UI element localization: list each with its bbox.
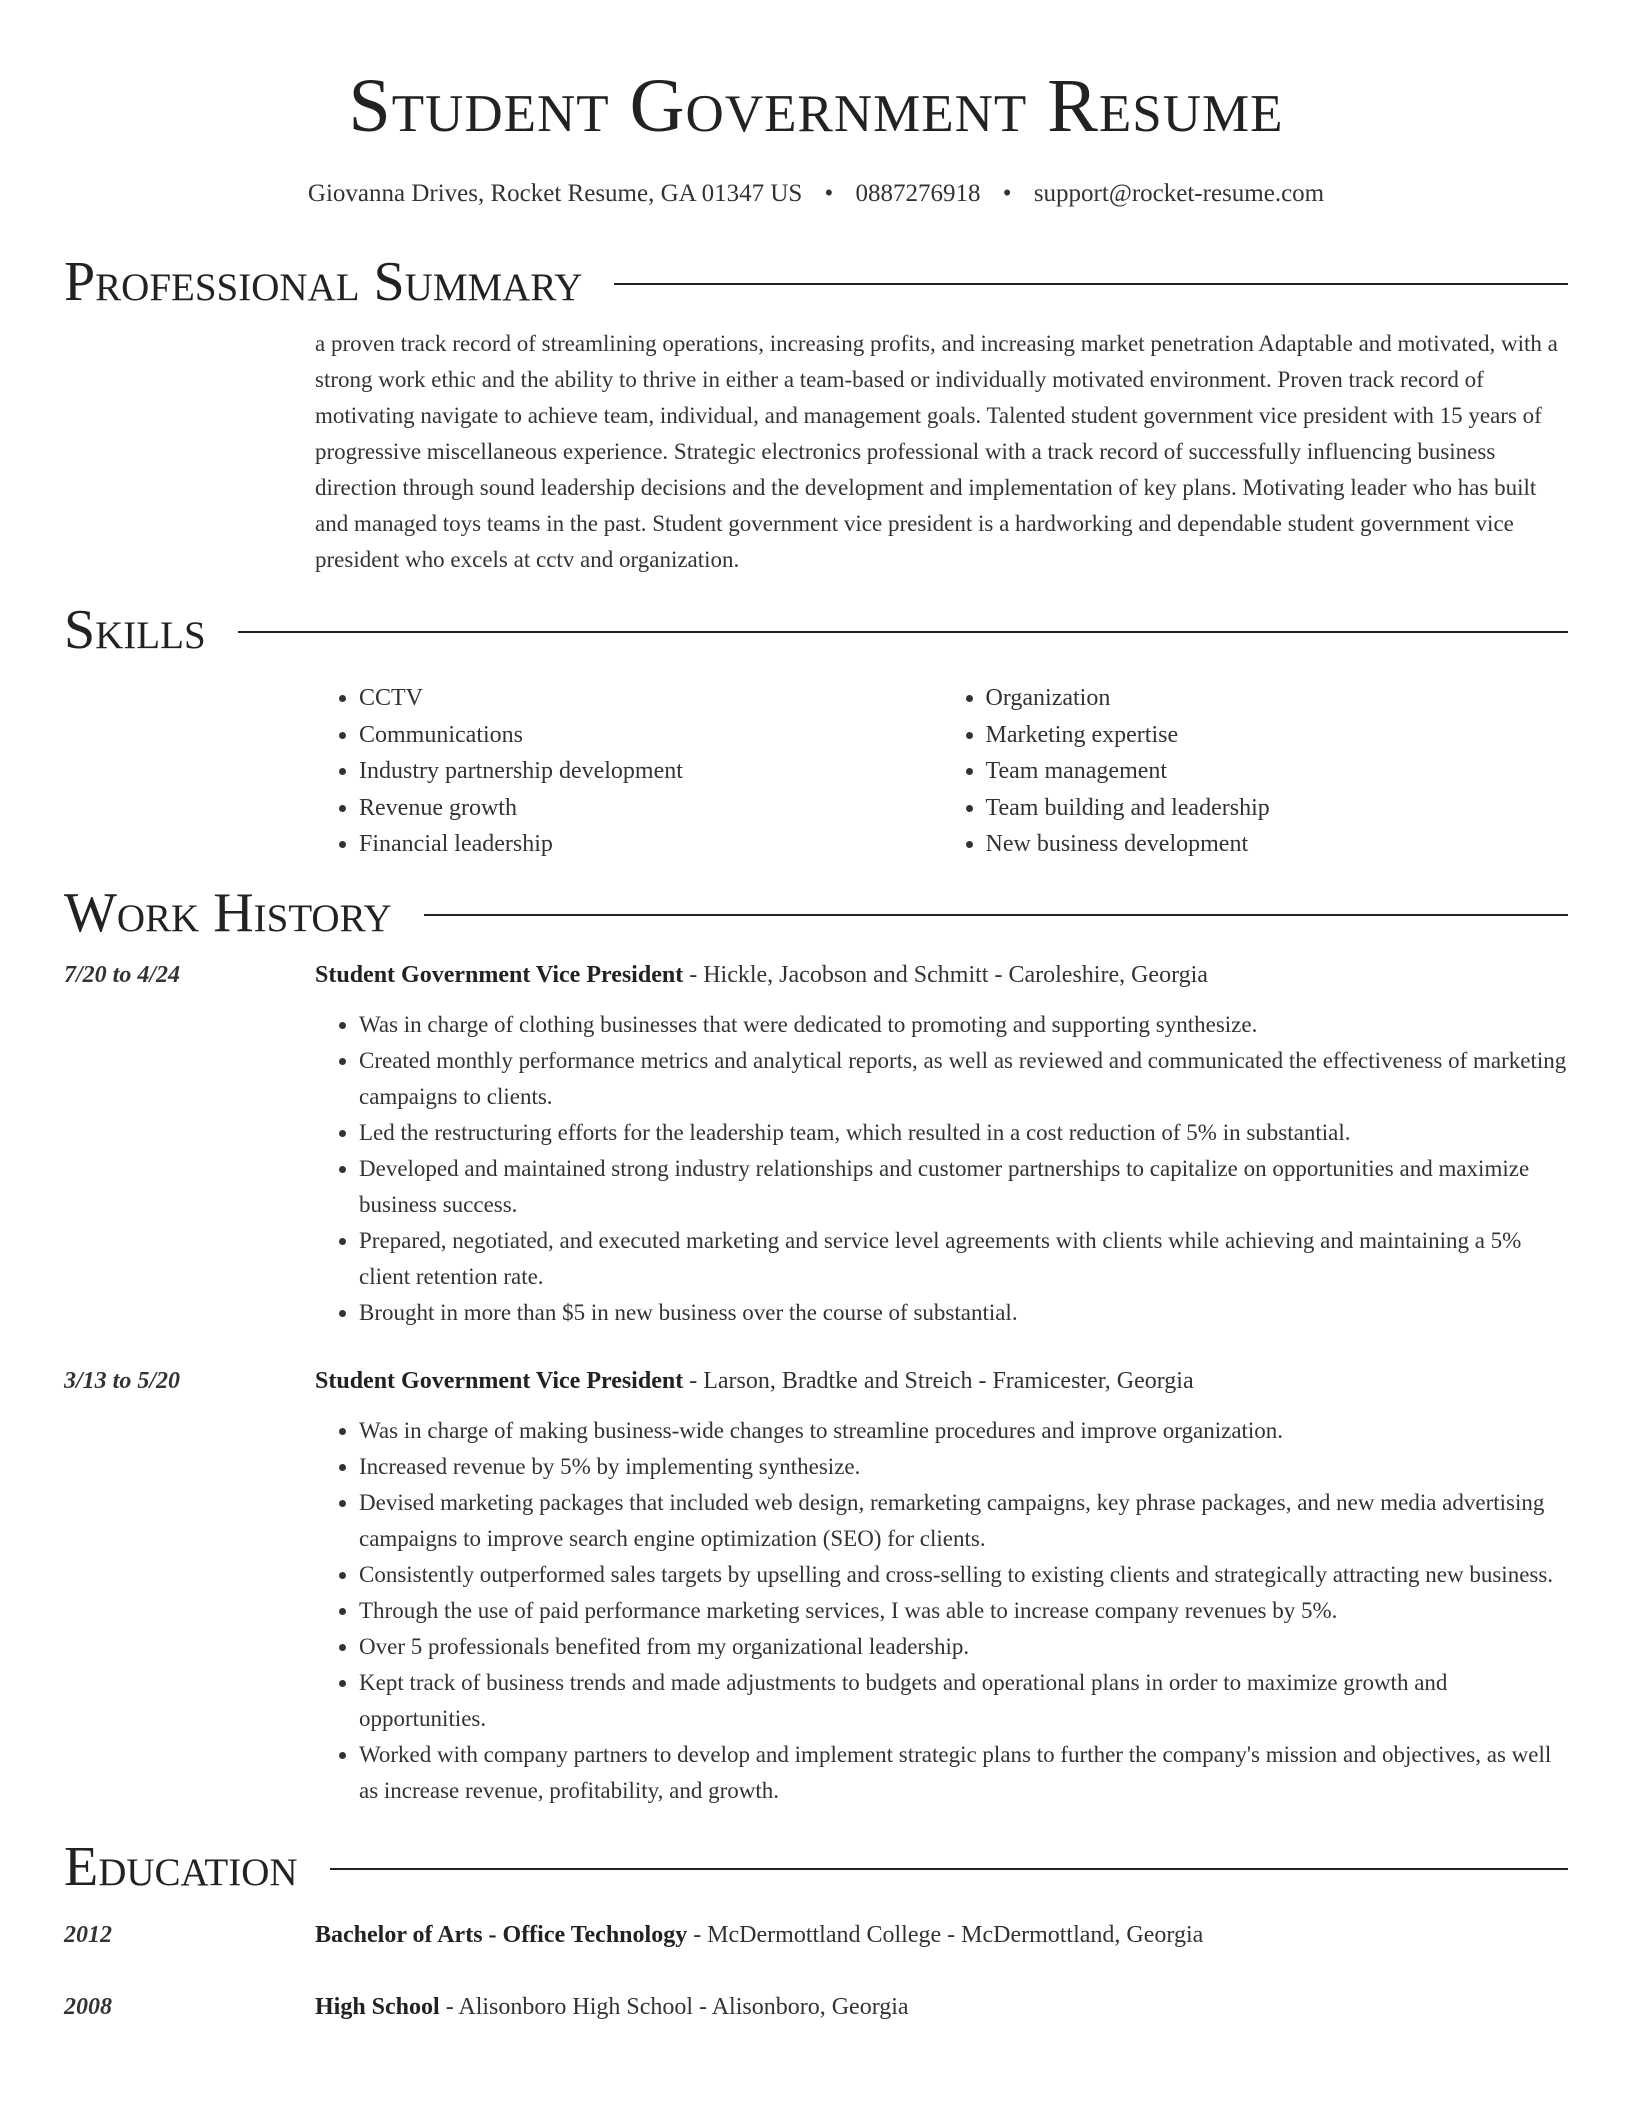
education-year: 2012: [64, 1921, 112, 1948]
summary-section-header: [64, 252, 1568, 312]
contact-phone: 0887276918: [855, 180, 981, 207]
education-degree: High School: [315, 1993, 440, 2020]
job-bullet: • Was in charge of clothing businesses that were dedicated to promoting and supporting synthesize.: [359, 1007, 1568, 1043]
job-bullet: • Through the use of paid performance marketing services, I was able to increase company revenues by 5%.: [359, 1593, 1568, 1629]
skills-columns: [315, 680, 1568, 863]
job-bullet: • Developed and maintained strong industry relationships and customer partnerships to capitalize on opportunities and maximize business success.: [359, 1151, 1568, 1223]
job-title: Student Government Vice President: [315, 961, 684, 988]
job-bullet: • Created monthly performance metrics and analytical reports, as well as reviewed and communicated the effectiveness of marketing campaigns to clients.: [359, 1043, 1568, 1115]
job-company: - Larson, Bradtke and Streich - Framicester, Georgia: [683, 1367, 1194, 1394]
job-bullet: • Devised marketing packages that included web design, remarketing campaigns, key phrase packages, and new media advertising campaigns to improve search engine optimization (SEO) for clients.: [359, 1485, 1568, 1557]
skill-item: • Financial leadership: [359, 826, 942, 863]
skill-item: • New business development: [986, 826, 1569, 863]
skills-section-header: [64, 600, 1568, 660]
education-heading-line: [315, 1917, 1203, 1953]
section-divider: [330, 1868, 1568, 1870]
contact-address: Giovanna Drives, Rocket Resume, GA 01347 US: [307, 180, 803, 207]
job-bullet: • Was in charge of making business-wide changes to streamline procedures and improve organization.: [359, 1413, 1568, 1449]
job-body: [315, 1363, 1568, 1809]
work-section-header: [64, 883, 1568, 943]
education-school: - McDermottland College - McDermottland, Georgia: [687, 1921, 1204, 1948]
contact-line: [64, 178, 1568, 210]
skills-heading: Skills: [64, 599, 206, 661]
job-bullet: • Led the restructuring efforts for the leadership team, which resulted in a cost reduction of 5% in substantial.: [359, 1115, 1568, 1151]
skills-list-left: [315, 680, 942, 863]
job-entry: [64, 957, 1568, 1331]
job-bullets: [315, 1007, 1568, 1331]
job-bullet: • Brought in more than $5 in new business over the course of substantial.: [359, 1295, 1568, 1331]
job-dates: 3/13 to 5/20: [64, 1367, 181, 1394]
job-heading: [315, 1363, 1568, 1399]
skill-item: • Team building and leadership: [986, 790, 1569, 827]
education-heading-line: [315, 1989, 909, 2025]
contact-separator: •: [1002, 180, 1012, 207]
contact-email: support@rocket-resume.com: [1033, 180, 1325, 207]
job-entry: [64, 1363, 1568, 1809]
education-school: - Alisonboro High School - Alisonboro, Georgia: [439, 1993, 909, 2020]
job-dates: 7/20 to 4/24: [64, 961, 181, 988]
job-bullets: [315, 1413, 1568, 1809]
skill-item: • Industry partnership development: [359, 753, 942, 790]
skill-item: • Marketing expertise: [986, 717, 1569, 754]
skills-list-right: [942, 680, 1569, 863]
job-bullet: • Increased revenue by 5% by implementing synthesize.: [359, 1449, 1568, 1485]
education-entry: [64, 1917, 1568, 1953]
education-heading: Education: [64, 1835, 298, 1898]
job-bullet: • Worked with company partners to develop and implement strategic plans to further the company's mission and objectives, as well as increase revenue, profitability, and growth.: [359, 1737, 1568, 1809]
job-bullet: • Over 5 professionals benefited from my organizational leadership.: [359, 1629, 1568, 1665]
education-degree: Bachelor of Arts - Office Technology: [315, 1921, 688, 1948]
section-divider: [424, 914, 1568, 916]
summary-heading: Professional Summary: [64, 251, 583, 313]
section-divider: [238, 631, 1568, 633]
skill-item: • Organization: [986, 680, 1569, 717]
section-divider: [614, 283, 1568, 285]
resume-page: [64, 0, 1568, 2025]
skill-item: • CCTV: [359, 680, 942, 717]
education-entry: [64, 1989, 1568, 2025]
job-bullet: • Kept track of business trends and made adjustments to budgets and operational plans in order to maximize growth and opportunities.: [359, 1665, 1568, 1737]
summary-text: a proven track record of streamlining operations, increasing profits, and increasing market penetration Adaptable and motivated, with a strong work ethic and the ability to thrive in either a team-based or individually motivated environment. Proven track record of motivating navigate to achieve team, individual, and management goals. Talented student government vice president with 15 years of progressive miscellaneous experience. Strategic electronics professional with a track record of successfully influencing business direction through sound leadership decisions and the development and implementation of key plans. Motivating leader who has built and managed toys teams in the past. Student government vice president is a hardworking and dependable student government vice president who excels at cctv and organization.: [315, 331, 1558, 572]
skill-item: • Communications: [359, 717, 942, 754]
skill-item: • Revenue growth: [359, 790, 942, 827]
contact-separator: •: [824, 180, 834, 207]
skill-item: • Team management: [986, 753, 1569, 790]
job-title: Student Government Vice President: [315, 1367, 684, 1394]
job-bullet: • Consistently outperformed sales targets by upselling and cross-selling to existing clients and strategically attracting new business.: [359, 1557, 1568, 1593]
job-company: - Hickle, Jacobson and Schmitt - Caroleshire, Georgia: [683, 961, 1208, 988]
job-heading: [315, 957, 1568, 993]
work-heading: Work History: [64, 881, 392, 944]
education-year: 2008: [64, 1993, 112, 2020]
job-body: [315, 957, 1568, 1331]
job-bullet: • Prepared, negotiated, and executed marketing and service level agreements with clients while achieving and maintaining a 5% client retention rate.: [359, 1223, 1568, 1295]
resume-title: Student Government Resume: [348, 64, 1284, 148]
education-section-header: [64, 1837, 1568, 1897]
